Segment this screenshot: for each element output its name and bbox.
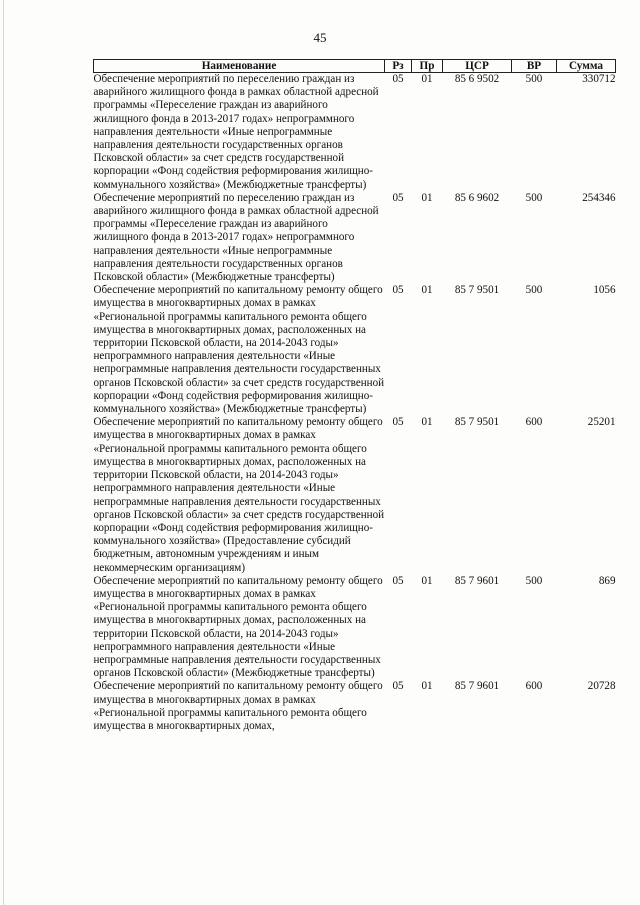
row-csr: 85 7 9501 [454, 284, 500, 297]
row-vr: 500 [525, 191, 543, 204]
row-rz: 05 [392, 73, 404, 85]
row-vr: 600 [525, 680, 543, 693]
budget-table [93, 59, 616, 733]
row-rz: 05 [392, 191, 404, 204]
row-rz: 05 [392, 284, 404, 297]
row-sum: 869 [598, 574, 616, 587]
row-sum: 1056 [593, 284, 616, 297]
row-pr: 01 [421, 73, 433, 85]
table-row [94, 575, 616, 681]
row-csr: 85 6 9602 [454, 191, 500, 204]
row-pr: 01 [421, 191, 433, 204]
row-rz: 05 [392, 416, 404, 429]
row-vr: 500 [525, 73, 543, 85]
row-csr: 85 7 9501 [454, 416, 500, 429]
row-rz: 05 [392, 680, 404, 693]
header-rz: Рз [385, 60, 412, 73]
header-pr: Пр [412, 60, 443, 73]
table-row [94, 73, 616, 192]
row-name: Обеспечение мероприятий по капитальному ремонту общего имущества в многоквартирных домах в рамках «Региональной программы капитального ремонта общего имущества в многоквартирных домах, расположенных на территории Псковской области, на 2014-2043 годы» непрограммного направления деятельности «Иные непрограммные направления деятельности государственных органов Псковской области» (Межбюджетные трансферты) [93, 574, 383, 680]
row-name: Обеспечение мероприятий по капитальному ремонту общего имущества в многоквартирных домах в рамках «Региональной программы капитального ремонта общего имущества в многоквартирных домах, расположенных на территории Псковской области, на 2014-2043 годы» непрограммного направления деятельности «Иные непрограммные направления деятельности государственных органов Псковской области» за счет средств государственной корпорации «Фонд содействия реформирования жилищно-коммунального хозяйства» (Предоставление субсидий бюджетным, автономным учреждениям и иным некоммерческим организациям) [93, 416, 385, 574]
header-sum: Сумма [557, 60, 616, 73]
row-vr: 500 [525, 284, 543, 297]
header-csr: ЦСР [443, 60, 512, 73]
scan-edge [3, 0, 4, 905]
row-csr: 85 6 9502 [454, 73, 500, 85]
row-vr: 600 [525, 416, 543, 429]
row-pr: 01 [421, 416, 433, 429]
row-name: Обеспечение мероприятий по капитальному ремонту общего имущества в многоквартирных домах в рамках «Региональной программы капитального ремонта общего имущества в многоквартирных домах, [93, 680, 383, 732]
header-name: Наименование [94, 60, 385, 73]
header-vr: ВР [512, 60, 557, 73]
row-sum: 25201 [587, 416, 616, 429]
row-sum: 20728 [587, 680, 616, 693]
row-name: Обеспечение мероприятий по капитальному ремонту общего имущества в многоквартирных домах в рамках «Региональной программы капитального ремонта общего имущества в многоквартирных домах, расположенных на территории Псковской области, на 2014-2043 годы» непрограммного направления деятельности «Иные непрограммные направления деятельности государственных органов Псковской области» за счет средств государственной корпорации «Фонд содействия реформирования жилищно-коммунального хозяйства» (Межбюджетные трансферты) [93, 284, 385, 416]
table-row [94, 192, 616, 284]
row-pr: 01 [421, 574, 433, 587]
row-pr: 01 [421, 284, 433, 297]
row-rz: 05 [392, 574, 404, 587]
row-name: Обеспечение мероприятий по переселению граждан из аварийного жилищного фонда в рамках областной адресной программы «Переселение граждан из аварийного жилищного фонда в 2013-2017 годах» непрограммного направления деятельности «Иные непрограммные направления деятельности государственных органов Псковской области» (Межбюджетные трансферты) [93, 191, 379, 284]
page-number: 45 [313, 30, 327, 45]
table-header-row [94, 60, 616, 73]
table-row [94, 416, 616, 574]
row-sum: 254346 [582, 191, 616, 204]
row-vr: 500 [525, 574, 543, 587]
row-csr: 85 7 9601 [454, 680, 500, 693]
row-pr: 01 [421, 680, 433, 693]
row-sum: 330712 [582, 73, 616, 85]
row-csr: 85 7 9601 [454, 574, 500, 587]
table-row [94, 680, 616, 733]
row-name: Обеспечение мероприятий по переселению граждан из аварийного жилищного фонда в рамках областной адресной программы «Переселение граждан из аварийного жилищного фонда в 2013-2017 годах» непрограммного направления деятельности «Иные непрограммные направления деятельности государственных органов Псковской области» за счет средств государственной корпорации «Фонд содействия реформирования жилищно-коммунального хозяйства» (Межбюджетные трансферты) [93, 73, 379, 191]
table-row [94, 284, 616, 416]
